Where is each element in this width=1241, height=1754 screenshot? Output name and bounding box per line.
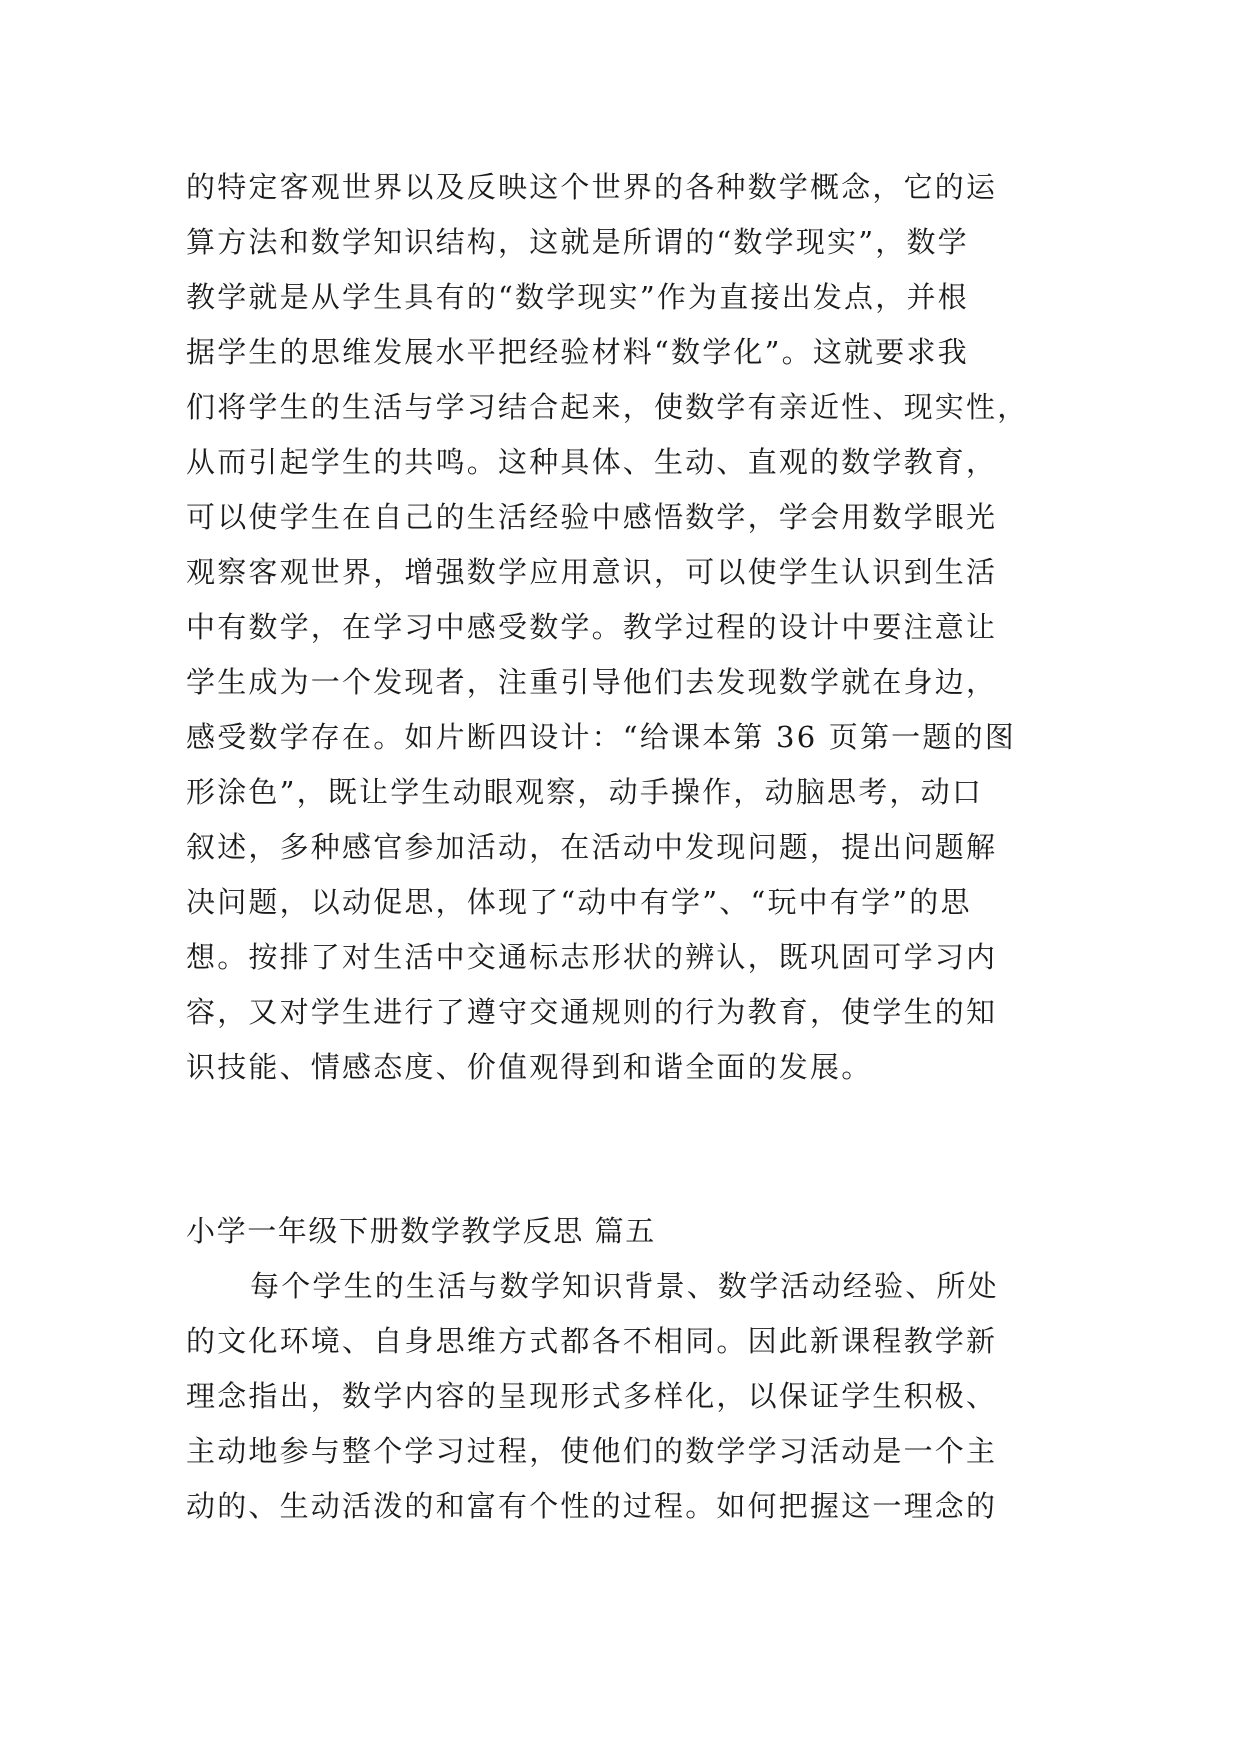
text-line: 学生成为一个发现者，注重引导他们去发现数学就在身边， bbox=[186, 665, 998, 699]
text-line: 叙述，多种感官参加活动，在活动中发现问题，提出问题解 bbox=[186, 830, 998, 864]
text-line: 从而引起学生的共鸣。这种具体、生动、直观的数学教育， bbox=[186, 445, 998, 479]
text-line: 识技能、情感态度、价值观得到和谐全面的发展。 bbox=[186, 1050, 873, 1084]
text-line: 算方法和数学知识结构，这就是所谓的“数学现实”，数学 bbox=[186, 225, 969, 259]
paragraph-section-five bbox=[186, 1259, 1066, 1534]
text-line: 们将学生的生活与学习结合起来，使数学有亲近性、现实性， bbox=[186, 390, 1029, 424]
text-line: 的特定客观世界以及反映这个世界的各种数学概念，它的运 bbox=[186, 170, 998, 204]
text-line: 理念指出，数学内容的呈现形式多样化，以保证学生积极、 bbox=[186, 1379, 998, 1413]
text-line: 观察客观世界，增强数学应用意识，可以使学生认识到生活 bbox=[186, 555, 998, 589]
text-line: 中有数学，在学习中感受数学。教学过程的设计中要注意让 bbox=[186, 610, 998, 644]
text-line: 可以使学生在自己的生活经验中感悟数学，学会用数学眼光 bbox=[186, 500, 998, 534]
text-line: 每个学生的生活与数学知识背景、数学活动经验、所处 bbox=[250, 1269, 999, 1303]
text-line: 决问题，以动促思，体现了“动中有学”、“玩中有学”的思 bbox=[186, 885, 972, 919]
paragraph-continued bbox=[186, 160, 1066, 1095]
text-line: 形涂色”，既让学生动眼观察，动手操作，动脑思考，动口 bbox=[186, 775, 984, 809]
text-line: 动的、生动活泼的和富有个性的过程。如何把握这一理念的 bbox=[186, 1489, 998, 1523]
text-line: 容，又对学生进行了遵守交通规则的行为教育，使学生的知 bbox=[186, 995, 998, 1029]
text-line: 教学就是从学生具有的“数学现实”作为直接出发点，并根 bbox=[186, 280, 969, 314]
text-line: 的文化环境、自身思维方式都各不相同。因此新课程教学新 bbox=[186, 1324, 998, 1358]
text-line: 感受数学存在。如片断四设计：“给课本第 36 页第一题的图 bbox=[186, 720, 1016, 754]
section-heading: 小学一年级下册数学教学反思 篇五 bbox=[186, 1214, 656, 1248]
text-line: 主动地参与整个学习过程，使他们的数学学习活动是一个主 bbox=[186, 1434, 998, 1468]
text-line: 想。按排了对生活中交通标志形状的辨认，既巩固可学习内 bbox=[186, 940, 998, 974]
text-line: 据学生的思维发展水平把经验材料“数学化”。这就要求我 bbox=[186, 335, 969, 369]
